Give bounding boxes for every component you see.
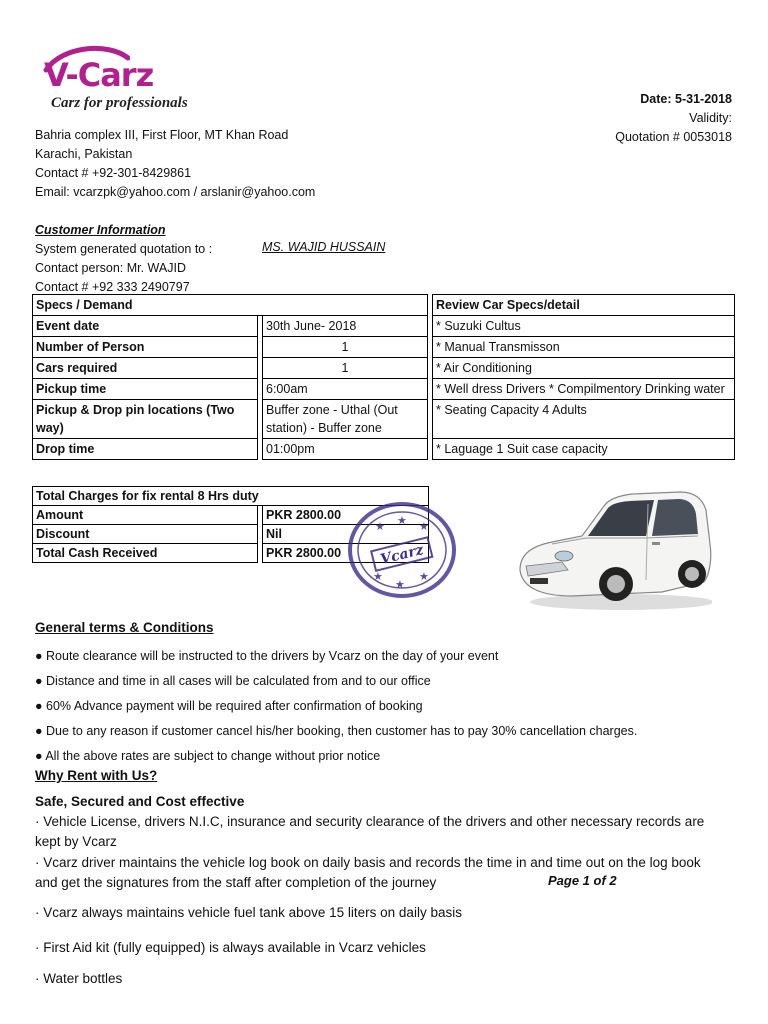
spec-detail: * Manual Transmisson: [433, 337, 735, 358]
svg-text:Vcarz: Vcarz: [378, 541, 426, 569]
list-item: ● Distance and time in all cases will be calculated from and to our office: [35, 674, 431, 688]
svg-text:★: ★: [373, 570, 383, 583]
spec-value: 6:00am: [263, 379, 428, 400]
list-item: ● Route clearance will be instructed to the drivers by Vcarz on the day of your event: [35, 649, 499, 663]
why-subheading: Safe, Secured and Cost effective: [35, 794, 245, 809]
why-paragraph-4: · First Aid kit (fully equipped) is always available in Vcarz vehicles: [35, 940, 426, 955]
svg-text:★: ★: [419, 570, 429, 583]
spec-label: Number of Person: [33, 337, 258, 358]
charge-value: PKR 2800.00: [263, 506, 429, 525]
table-row: [33, 337, 735, 358]
spec-detail: * Well dress Drivers * Compilmentory Drinking water: [433, 379, 735, 400]
specs-header-left: Specs / Demand: [33, 295, 428, 316]
generated-label: System generated quotation to :: [35, 242, 213, 256]
why-paragraph-3: · Vcarz always maintains vehicle fuel tank above 15 liters on daily basis: [35, 905, 462, 920]
page-number: Page 1 of 2: [548, 873, 617, 888]
quote-number: Quotation # 0053018: [615, 130, 732, 144]
charge-label: Discount: [33, 525, 258, 544]
specs-header-row: [33, 295, 735, 316]
table-row: [33, 400, 735, 439]
table-row: [33, 439, 735, 460]
spec-label: Cars required: [33, 358, 258, 379]
company-address-block: [35, 126, 315, 202]
why-paragraph-1: · Vehicle License, drivers N.I.C, insurance and security clearance of the drivers and other necessary records are kept by Vcarz: [35, 814, 705, 849]
company-contact: Contact # +92-301-8429861: [35, 166, 192, 180]
why-heading: Why Rent with Us?: [35, 768, 158, 783]
spec-detail: * Laguage 1 Suit case capacity: [433, 439, 735, 460]
spec-detail: * Suzuki Cultus: [433, 316, 735, 337]
terms-list: [35, 644, 725, 769]
customer-name: MS. WAJID HUSSAIN: [262, 240, 386, 254]
charge-label: Total Cash Received: [33, 544, 258, 563]
list-item: ● 60% Advance payment will be required after confirmation of booking: [35, 699, 423, 713]
spec-label: Pickup time: [33, 379, 258, 400]
table-row: [33, 358, 735, 379]
list-item: ● Due to any reason if customer cancel his/her booking, then customer has to pay 30% cancellation charges.: [35, 724, 638, 738]
table-row: [33, 316, 735, 337]
quote-date: Date: 5-31-2018: [640, 92, 732, 106]
address-line-2: Karachi, Pakistan: [35, 147, 133, 161]
customer-heading: Customer Information: [35, 223, 166, 237]
spec-value: 1: [263, 337, 428, 358]
why-paragraph-2: [35, 853, 725, 893]
spec-value: Buffer zone - Uthal (Out station) - Buffer zone: [263, 400, 428, 439]
terms-heading: General terms & Conditions: [35, 620, 214, 635]
charge-value: PKR 2800.00: [263, 544, 429, 563]
spec-value: 1: [263, 358, 428, 379]
spec-value: 01:00pm: [263, 439, 428, 460]
customer-contact: Contact # +92 333 2490797: [35, 280, 190, 294]
company-stamp-icon: [345, 500, 459, 600]
charges-header: Total Charges for fix rental 8 Hrs duty: [33, 487, 429, 506]
svg-text:★: ★: [419, 520, 429, 533]
brand-tagline: Carz for professionals: [51, 95, 188, 111]
spec-value: 30th June- 2018: [263, 316, 428, 337]
address-line-1: Bahria complex III, First Floor, MT Khan Road: [35, 128, 289, 142]
table-row: [33, 379, 735, 400]
spec-label: Pickup & Drop pin locations (Two way): [33, 400, 258, 439]
charge-label: Amount: [33, 506, 258, 525]
svg-text:★: ★: [397, 514, 407, 527]
company-email: Email: vcarzpk@yahoo.com / arslanir@yahoo.com: [35, 185, 316, 199]
specs-table: [32, 294, 735, 460]
why-paragraph-2-text: · Vcarz driver maintains the vehicle log book on daily basis and records the time in and time out on the log book and get the signatures from the staff after completion of the journey: [35, 855, 701, 890]
spec-label: Event date: [33, 316, 258, 337]
quotation-meta: [615, 90, 732, 147]
contact-person: Contact person: Mr. WAJID: [35, 261, 186, 275]
why-paragraph-5: · Water bottles: [35, 971, 123, 986]
specs-header-right: Review Car Specs/detail: [433, 295, 735, 316]
spec-detail: * Seating Capacity 4 Adults: [433, 400, 735, 439]
svg-text:★: ★: [395, 578, 405, 591]
car-image: [512, 484, 712, 614]
customer-info: [35, 221, 212, 297]
brand-logo: V-Carz: [44, 56, 154, 94]
quote-validity: Validity:: [689, 111, 732, 125]
svg-text:★: ★: [375, 520, 385, 533]
list-item: ● All the above rates are subject to change without prior notice: [35, 749, 381, 763]
charge-value: Nil: [263, 525, 429, 544]
spec-label: Drop time: [33, 439, 258, 460]
spec-detail: * Air Conditioning: [433, 358, 735, 379]
